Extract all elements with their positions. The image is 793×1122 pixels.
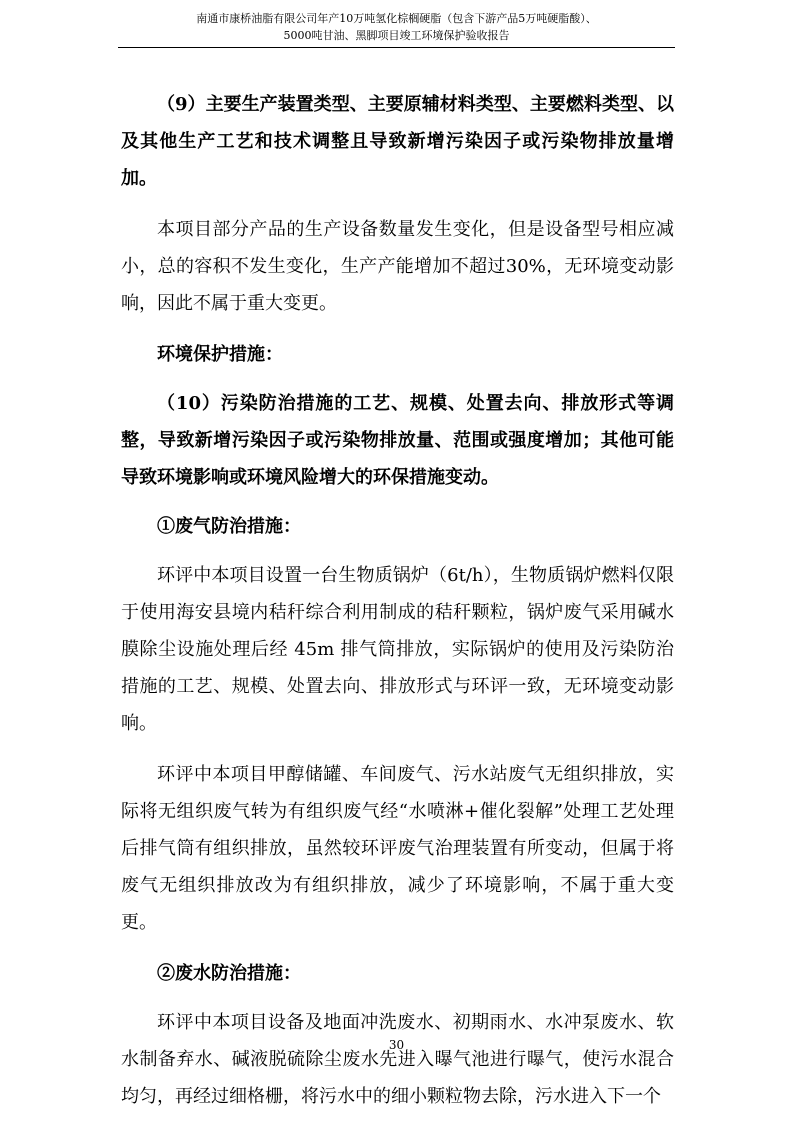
- paragraph-boiler: 环评中本项目设置一台生物质锅炉（6t/h），生物质锅炉燃料仅限于使用海安县境内秸秆综合利用制成的秸秆颗粒，锅炉废气采用碱水膜除尘设施处理后经 45m 排气筒排放，实际锅炉的使用及污染防治措施的工艺、规模、处置去向、排放形式与环评一致，无环境变动影响。: [121, 565, 674, 734]
- page-number: 30: [388, 1038, 405, 1052]
- paragraph-item-9: 本项目部分产品的生产设备数量发生变化，但是设备型号相应减小，总的容积不发生变化，生产产能增加不超过30%，无环境变动影响，因此不属于重大变更。: [121, 219, 674, 314]
- paragraph-methanol: 环评中本项目甲醇储罐、车间废气、污水站废气无组织排放，实际将无组织废气转为有组织废气经“水喷淋+催化裂解”处理工艺处理后排气筒有组织排放，虽然较环评废气治理装置有所变动，但属于将废气无组织排放改为有组织排放，减少了环境影响，不属于重大变更。: [121, 764, 674, 933]
- header-line-2: 5000吨甘油、黑脚项目竣工环境保护验收报告: [283, 29, 510, 42]
- header-line-1: 南通市康桥油脂有限公司年产10万吨氢化棕榈硬脂（包含下游产品5万吨硬脂酸）、: [196, 12, 597, 25]
- page-header: [118, 10, 675, 44]
- heading-env-protection: 环境保护措施：: [157, 344, 283, 365]
- heading-item-10: （10）污染防治措施的工艺、规模、处置去向、排放形式等调整，导致新增污染因子或污染物排放量、范围或强度增加；其他可能导致环境影响或环境风险增大的环保措施变动。: [121, 393, 674, 488]
- document-body: [121, 86, 674, 1115]
- heading-wastewater: ②废水防治措施：: [157, 963, 301, 984]
- paragraph-wastewater: 环评中本项目设备及地面冲洗废水、初期雨水、水冲泵废水、软水制备弃水、碱液脱硫除尘废水先进入曝气池进行曝气，使污水混合均匀，再经过细格栅，将污水中的细小颗粒物去除，污水进入下一个: [121, 1012, 674, 1107]
- heading-item-9: （9）主要生产装置类型、主要原辅材料类型、主要燃料类型、以及其他生产工艺和技术调整且导致新增污染因子或污染物排放量增加。: [121, 94, 674, 189]
- heading-exhaust-gas: ①废气防治措施：: [157, 516, 301, 537]
- header-divider: [118, 47, 675, 48]
